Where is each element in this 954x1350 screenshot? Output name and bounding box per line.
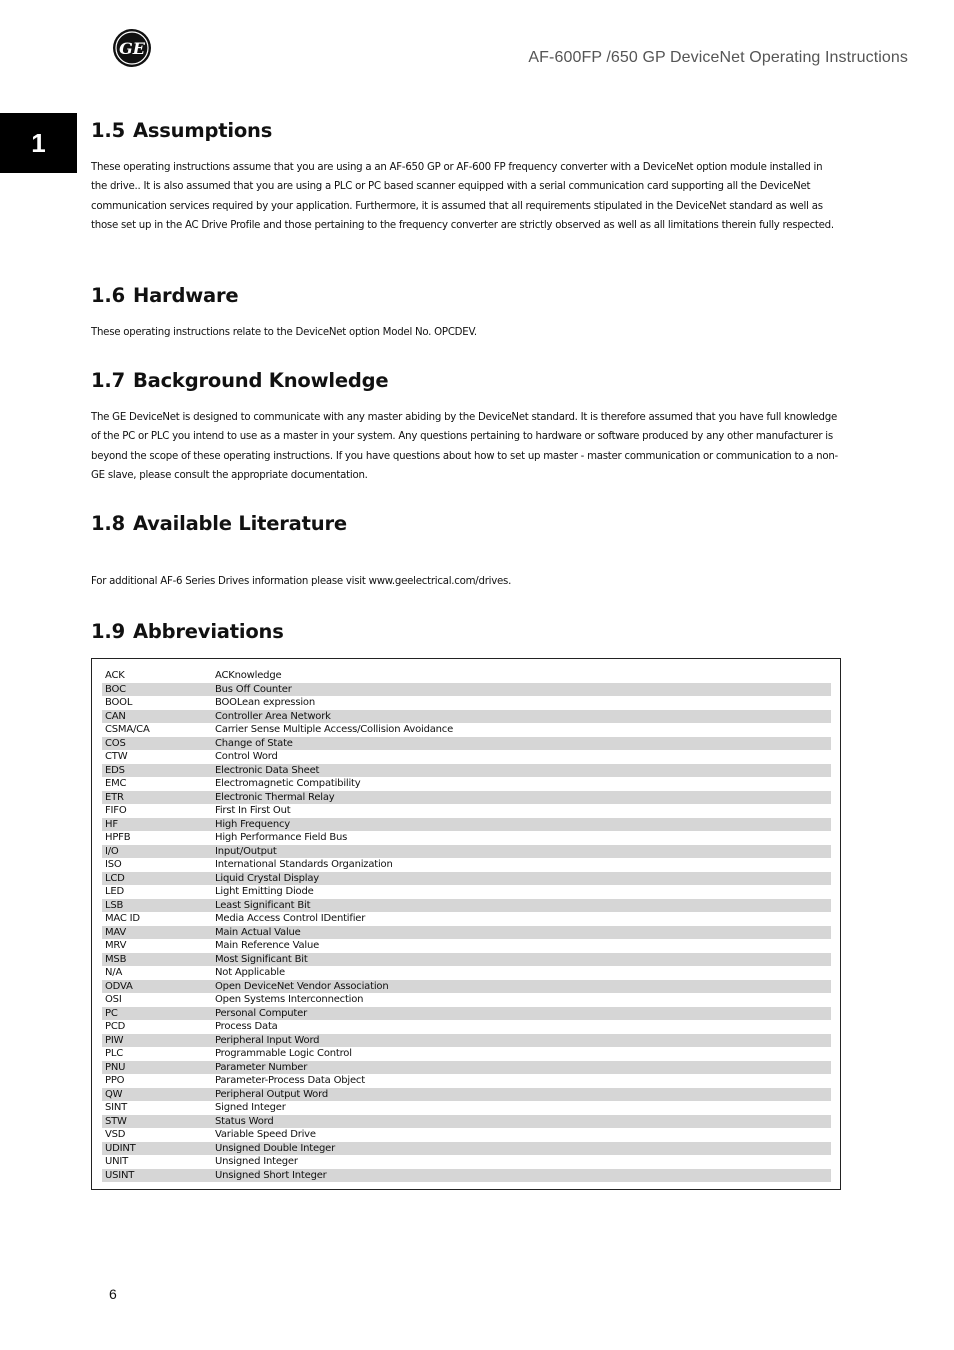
section-title: Hardware bbox=[132, 284, 239, 307]
abbreviation: CSMA/CA bbox=[105, 724, 150, 735]
abbreviation: N/A bbox=[105, 967, 123, 978]
table-row bbox=[102, 723, 831, 737]
abbreviation: MRV bbox=[105, 940, 127, 951]
table-row bbox=[102, 966, 831, 980]
table-row bbox=[102, 764, 831, 778]
section-heading bbox=[91, 512, 841, 535]
abbreviation: VSD bbox=[105, 1129, 126, 1140]
table-row bbox=[102, 696, 831, 710]
abbreviation-definition: Electronic Thermal Relay bbox=[215, 791, 335, 803]
table-row bbox=[102, 1128, 831, 1142]
table-row bbox=[102, 993, 831, 1007]
table-row bbox=[102, 939, 831, 953]
abbreviation-definition: Variable Speed Drive bbox=[215, 1129, 316, 1140]
abbreviation-definition: Open DeviceNet Vendor Association bbox=[215, 980, 389, 992]
abbreviation-definition: Peripheral Input Word bbox=[215, 1034, 320, 1046]
section-abbreviations bbox=[91, 620, 841, 643]
abbreviation: HPFB bbox=[105, 832, 131, 843]
abbreviation: PPO bbox=[105, 1075, 125, 1086]
abbreviation-definition: Liquid Crystal Display bbox=[215, 872, 320, 884]
section-number: 1.6 bbox=[91, 284, 125, 307]
abbreviation-definition: Personal Computer bbox=[215, 1007, 308, 1019]
abbreviation: PNU bbox=[105, 1061, 126, 1073]
abbreviation-definition: Process Data bbox=[215, 1021, 278, 1032]
abbreviation: UNIT bbox=[105, 1156, 129, 1167]
abbreviation-definition: Open Systems Interconnection bbox=[215, 994, 364, 1005]
abbreviation: LSB bbox=[105, 899, 124, 911]
table-row bbox=[102, 831, 831, 845]
abbreviation: MAC ID bbox=[105, 913, 140, 924]
abbreviation-definition: Input/Output bbox=[215, 845, 277, 857]
abbreviation: CTW bbox=[105, 751, 128, 762]
abbreviation-definition: First In First Out bbox=[215, 805, 291, 816]
abbreviation: OSI bbox=[105, 994, 122, 1005]
table-row bbox=[102, 1115, 831, 1129]
section-title: Assumptions bbox=[132, 119, 273, 142]
abbreviation-definition: Carrier Sense Multiple Access/Collision Avoidance bbox=[215, 724, 454, 735]
paragraph: These operating instructions relate to the DeviceNet option Model No. OPCDEV. bbox=[91, 327, 477, 338]
section-hardware bbox=[91, 284, 841, 342]
abbreviation-definition: Not Applicable bbox=[215, 967, 285, 978]
table-row bbox=[102, 1061, 831, 1075]
abbreviation-definition: Main Actual Value bbox=[215, 926, 301, 938]
table-row bbox=[102, 845, 831, 859]
paragraph: These operating instructions assume that you are using a an AF-650 GP or AF-600 FP frequency converter with a DeviceNet option module installed in the drive.. It is also assumed that you are using a PLC or PC based scanner equipped with a serial communication card supporting all the DeviceNet communication services required by your application. Furthermore, it is assumed that all requirements stipulated in the DeviceNet standard as well as those set up in the AC Drive Profile and those pertaining to the frequency converter are strictly observed as well as all limitations therein fully respected. bbox=[91, 162, 834, 231]
abbreviation: UDINT bbox=[105, 1142, 136, 1154]
abbreviation: PC bbox=[105, 1007, 118, 1019]
paragraph: The GE DeviceNet is designed to communicate with any master abiding by the DeviceNet standard. It is therefore assumed that you have full knowledge of the PC or PLC you intend to use as a master in your system. Any questions pertaining to hardware or software produced by any other manufacturer is beyond the scope of these operating instructions. If you have questions about how to set up master - master communication or communication to a non-GE slave, please consult the appropriate documentation. bbox=[91, 412, 838, 481]
table-row bbox=[102, 1088, 831, 1102]
table-row bbox=[102, 1074, 831, 1088]
table-row bbox=[102, 980, 831, 994]
table-row bbox=[102, 1169, 831, 1183]
section-heading bbox=[91, 369, 841, 392]
table-row bbox=[102, 858, 831, 872]
section-number: 1.7 bbox=[91, 369, 125, 392]
abbreviation: EMC bbox=[105, 778, 127, 789]
section-heading bbox=[91, 620, 841, 643]
abbreviation: STW bbox=[105, 1115, 127, 1127]
document-title: AF-600FP /650 GP DeviceNet Operating Instructions bbox=[528, 49, 908, 66]
abbreviation-definition: Main Reference Value bbox=[215, 940, 320, 951]
table-row bbox=[102, 737, 831, 751]
abbreviation-definition: BOOLean expression bbox=[215, 697, 315, 708]
section-heading bbox=[91, 119, 841, 142]
abbreviations-table-frame bbox=[91, 658, 841, 1190]
abbreviation-definition: Status Word bbox=[215, 1115, 274, 1127]
table-row bbox=[102, 912, 831, 926]
table-row bbox=[102, 1155, 831, 1169]
abbreviation-definition: Unsigned Double Integer bbox=[215, 1142, 335, 1154]
abbreviation: I/O bbox=[105, 845, 119, 857]
abbreviation-definition: High Frequency bbox=[215, 818, 291, 830]
abbreviation: BOOL bbox=[105, 697, 133, 708]
abbreviation-definition: High Performance Field Bus bbox=[215, 832, 348, 843]
table-row bbox=[102, 1101, 831, 1115]
abbreviation-definition: ACKnowledge bbox=[215, 670, 282, 681]
abbreviation: LCD bbox=[105, 872, 125, 884]
section-title: Abbreviations bbox=[132, 620, 284, 643]
abbreviation: BOC bbox=[105, 683, 126, 695]
section-available-literature bbox=[91, 512, 841, 591]
abbreviation: ODVA bbox=[105, 980, 133, 992]
abbreviation: CAN bbox=[105, 710, 126, 722]
table-row bbox=[102, 777, 831, 791]
abbreviation: SINT bbox=[105, 1102, 128, 1113]
table-row bbox=[102, 818, 831, 832]
table-row bbox=[102, 885, 831, 899]
abbreviation: PIW bbox=[105, 1034, 124, 1046]
abbreviation-definition: Media Access Control IDentifier bbox=[215, 913, 366, 924]
abbreviation: PLC bbox=[105, 1048, 123, 1059]
paragraph: For additional AF-6 Series Drives information please visit www.geelectrical.com/drives. bbox=[91, 576, 512, 587]
abbreviation-definition: Parameter-Process Data Object bbox=[215, 1075, 365, 1086]
table-row bbox=[102, 1020, 831, 1034]
abbreviation: EDS bbox=[105, 764, 125, 776]
abbreviation-definition: Light Emitting Diode bbox=[215, 886, 314, 897]
abbreviations-table bbox=[102, 669, 831, 1182]
abbreviation: FIFO bbox=[105, 805, 127, 816]
abbreviation-definition: Bus Off Counter bbox=[215, 683, 292, 695]
table-row bbox=[102, 683, 831, 697]
section-title: Background Knowledge bbox=[132, 369, 389, 392]
section-heading bbox=[91, 284, 841, 307]
abbreviation: PCD bbox=[105, 1021, 126, 1032]
abbreviation-definition: Change of State bbox=[215, 737, 293, 749]
table-row bbox=[102, 669, 831, 683]
logo-text: GE bbox=[119, 39, 145, 58]
section-title: Available Literature bbox=[132, 512, 347, 535]
section-background-knowledge bbox=[91, 369, 841, 485]
abbreviation-definition: Parameter Number bbox=[215, 1061, 308, 1073]
abbreviation: USINT bbox=[105, 1169, 135, 1181]
abbreviation: ISO bbox=[105, 859, 122, 870]
abbreviation: COS bbox=[105, 737, 126, 749]
table-row bbox=[102, 791, 831, 805]
table-row bbox=[102, 1034, 831, 1048]
table-row bbox=[102, 1047, 831, 1061]
ge-logo-icon bbox=[112, 28, 152, 68]
table-row bbox=[102, 872, 831, 886]
abbreviation-definition: Electronic Data Sheet bbox=[215, 764, 320, 776]
abbreviation-definition: Least Significant Bit bbox=[215, 899, 311, 911]
section-number: 1.5 bbox=[91, 119, 125, 142]
abbreviation: HF bbox=[105, 818, 118, 830]
abbreviation: ETR bbox=[105, 791, 124, 803]
table-row bbox=[102, 710, 831, 724]
abbreviation-definition: Unsigned Short Integer bbox=[215, 1169, 327, 1181]
table-row bbox=[102, 1142, 831, 1156]
abbreviation: LED bbox=[105, 886, 124, 897]
table-row bbox=[102, 926, 831, 940]
table-row bbox=[102, 953, 831, 967]
section-number: 1.9 bbox=[91, 620, 125, 643]
chapter-tab: 1 bbox=[0, 113, 77, 173]
section-number: 1.8 bbox=[91, 512, 125, 535]
abbreviation-definition: Control Word bbox=[215, 751, 278, 762]
abbreviation-definition: Programmable Logic Control bbox=[215, 1048, 352, 1059]
abbreviation: MAV bbox=[105, 926, 127, 938]
abbreviation-definition: Electromagnetic Compatibility bbox=[215, 778, 361, 789]
table-row bbox=[102, 899, 831, 913]
table-row bbox=[102, 1007, 831, 1021]
page-number: 6 bbox=[109, 1286, 117, 1302]
abbreviation: ACK bbox=[105, 670, 125, 681]
abbreviation-definition: Signed Integer bbox=[215, 1102, 286, 1113]
abbreviation-definition: Peripheral Output Word bbox=[215, 1088, 328, 1100]
table-row bbox=[102, 750, 831, 764]
abbreviation-definition: Most Significant Bit bbox=[215, 953, 308, 965]
abbreviation: MSB bbox=[105, 953, 127, 965]
abbreviation: QW bbox=[105, 1088, 123, 1100]
abbreviation-definition: Unsigned Integer bbox=[215, 1156, 298, 1167]
table-row bbox=[102, 804, 831, 818]
abbreviation-definition: International Standards Organization bbox=[215, 859, 393, 870]
abbreviation-definition: Controller Area Network bbox=[215, 710, 331, 722]
section-assumptions bbox=[91, 119, 841, 235]
